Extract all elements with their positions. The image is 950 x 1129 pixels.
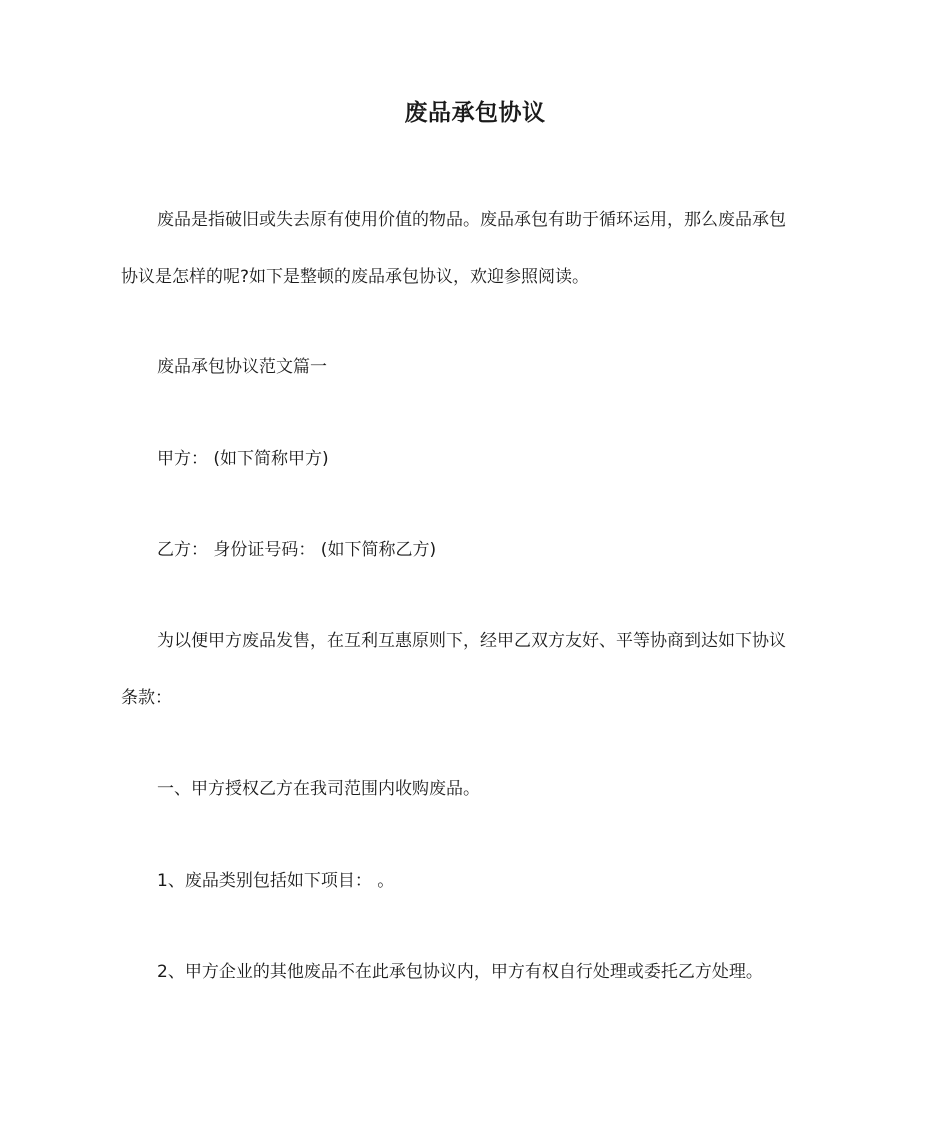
- item-2: 2、甲方企业的其他废品不在此承包协议内，甲方有权自行处理或委托乙方处理。: [157, 962, 763, 982]
- document-title: 废品承包协议: [404, 100, 546, 126]
- intro-line-1: 废品是指破旧或失去原有使用价值的物品。废品承包有助于循环运用，那么废品承包: [157, 210, 786, 230]
- section-heading: 废品承包协议范文篇一: [157, 357, 327, 377]
- item-1: 1、废品类别包括如下项目： 。: [157, 871, 395, 891]
- preamble-line-2: 条款：: [121, 688, 172, 708]
- party-a-line: 甲方： (如下简称甲方): [157, 449, 329, 469]
- intro-line-2: 协议是怎样的呢?如下是整顿的废品承包协议，欢迎参照阅读。: [121, 267, 590, 287]
- preamble-line-1: 为以便甲方废品发售，在互利互惠原则下，经甲乙双方友好、平等协商到达如下协议: [157, 631, 786, 651]
- clause-1: 一、甲方授权乙方在我司范围内收购废品。: [157, 779, 480, 799]
- party-b-line: 乙方： 身份证号码： (如下简称乙方): [157, 540, 437, 560]
